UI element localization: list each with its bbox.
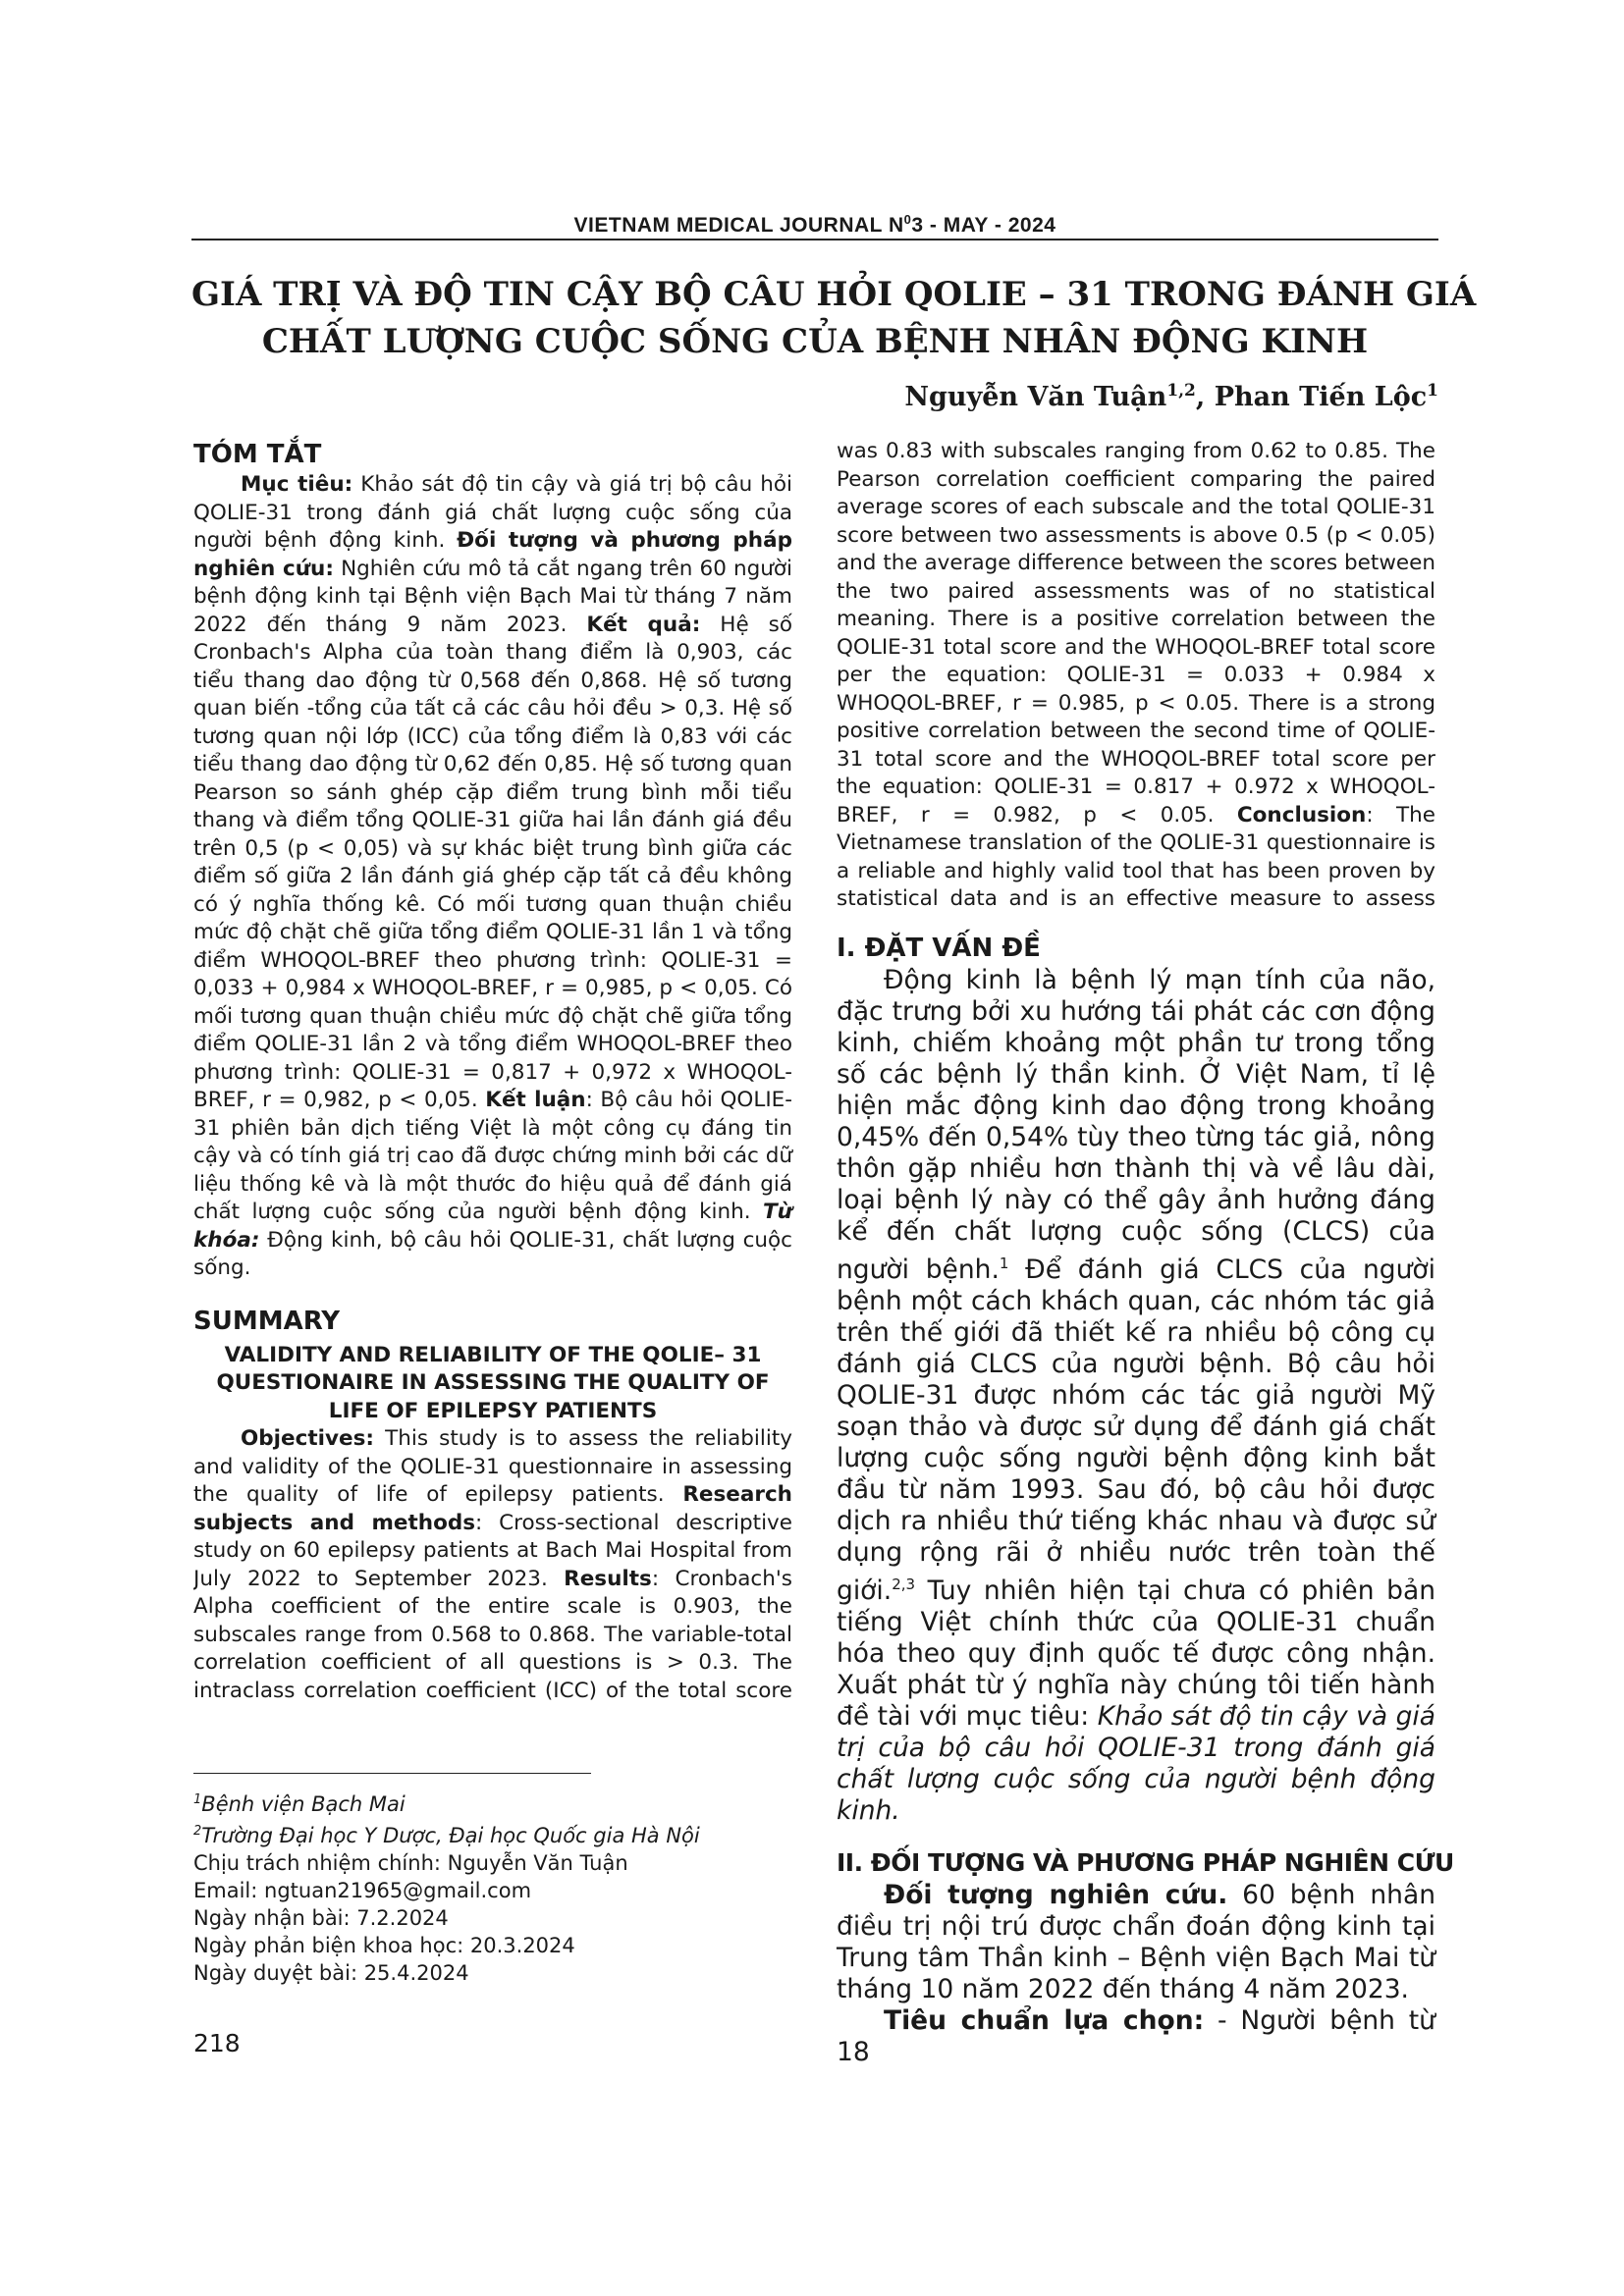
summary-text-part1: Objectives: This study is to assess the reliability and validity of the QOLIE-31 questionnaire in assessing the quality of life of epilepsy patients. Research subjects and methods: Cross-sectional descriptive study on 60 epilepsy patients at Bach Mai Hospital from July 2022 to September 2023. Results: Cronbach's Alpha coefficient of the entire scale is 0.903, the subscales range from 0.568 to 0.868. The variable-total correlation coefficient of all questions is > 0.3. The intraclass correlation coefficient (ICC) of the total score — [193, 1426, 792, 1703]
abstract-vi-heading: TÓM TẮT — [193, 440, 322, 469]
section-2-text: Đối tượng nghiên cứu. 60 bệnh nhân điều trị nội trú được chẩn đoán động kinh tại Trung tâm Thần kinh – Bệnh viện Bạch Mai từ tháng 10 năm 2022 đến tháng 4 năm 2023. — [837, 1879, 1435, 2004]
right-column — [837, 438, 1454, 2068]
footnote-rule — [193, 1773, 591, 1774]
author-email: Email: ngtuan21965@gmail.com — [193, 1879, 532, 1902]
section-1-heading: I. ĐẶT VẤN ĐỀ — [837, 934, 1041, 963]
author-line: Nguyễn Văn Tuận$^{1,2}$, Phan Tiến Lộc$^1$ — [904, 381, 1438, 412]
section-1-text: Động kinh là bệnh lý mạn tính của não, đặc trưng bởi xu hướng tái phát các cơn động kinh, chiếm khoảng một phần tư trong tổng số các bệnh lý thần kinh. Ở Việt Nam, tỉ lệ hiện mắc động kinh dao động trong khoảng 0,45% đến 0,54% tùy theo từng tác giả, nông thôn gặp nhiều hơn thành thị và về lâu dài, loại bệnh lý này có thể gây ảnh hưởng đáng kể đến chất lượng cuộc sống (CLCS) của người bệnh.$^1$ Để đánh giá CLCS của người bệnh một cách khách quan, các nhóm tác giả trên thế giới đã thiết kế ra nhiều bộ công cụ đánh giá CLCS của người bệnh. Bộ câu hỏi QOLIE-31 được nhóm các tác giả người Mỹ soạn thảo và được sử dụng để đánh giá chất lượng cuộc sống người bệnh động kinh bắt đầu từ năm 1993. Sau đó, bộ câu hỏi được dịch ra nhiều thứ tiếng khác nhau và được sử dụng rộng rãi ở nhiều nước trên toàn thế giới.$^{2,3}$ Tuy nhiên hiện tại chưa có phiên bản tiếng Việt chính thức của QOLIE-31 chuẩn hóa theo quy định quốc tế được công nhận. Xuất phát từ ý nghĩa này chúng tôi tiến hành đề tài với mục tiêu: Khảo sát độ tin cậy và giá trị của bộ câu hỏi QOLIE-31 trong đánh giá chất lượng cuộc sống của người bệnh động kinh. — [837, 965, 1435, 1826]
footnotes: $^1$Bệnh viện Bạch Mai $^2$Trường Đại học Y Dược, Đại học Quốc gia Hà Nội Chịu trách nhiệm chính: Nguyễn Văn Tuận Email: ngtuan21965@gmail.com Ngày nhận bài: 7.2.2024 Ngày phản biện khoa học: 20.3.2024 Ngày duyệt bài: 25.4.2024 — [193, 1787, 783, 1987]
section-2-heading: II. ĐỐI TƯỢNG VÀ PHƯƠNG PHÁP NGHIÊN CỨU — [837, 1847, 1454, 1877]
header-rule — [191, 239, 1438, 240]
running-header: VIETNAM MEDICAL JOURNAL $N^03$ - MAY - 2024 — [573, 212, 1056, 237]
summary-heading: SUMMARY — [193, 1306, 341, 1336]
abstract-vi-text: Mục tiêu: Khảo sát độ tin cậy và giá trị bộ câu hỏi QOLIE-31 trong đánh giá chất lượng cuộc sống của người bệnh động kinh. Đối tượng và phương pháp nghiên cứu: Nghiên cứu mô tả cắt ngang trên 60 người bệnh động kinh tại Bệnh viện Bạch Mai từ tháng 7 năm 2022 đến tháng 9 năm 2023. Kết quả: Hệ số Cronbach's Alpha của toàn thang điểm là 0,903, các tiểu thang dao động từ 0,568 đến 0,868. Hệ số tương quan biến -tổng của tất cả các câu hỏi đều > 0,3. Hệ số tương quan nội lớp (ICC) của tổng điểm là 0,83 với các tiểu thang dao động từ 0,62 đến 0,85. Hệ số tương quan Pearson so sánh ghép cặp điểm trung bình mỗi tiểu thang và điểm tổng QOLIE-31 giữa hai lần đánh giá đều trên 0,5 (p < 0,05) và sự khác biệt trung bình giữa các điểm số giữa 2 lần đánh giá ghép cặp tất cả đều không có ý nghĩa thống kê. Có mối tương quan thuận chiều mức độ chặt chẽ giữa tổng điểm QOLIE-31 lần 1 và tổng điểm WHOQOL-BREF theo phương trình: QOLIE-31 = 0,033 + 0,984 x WHOQOL-BREF, r = 0,985, p < 0,05. Có mối tương quan thuận chiều mức độ chặt chẽ giữa tổng điểm QOLIE-31 lần 2 và tổng điểm WHOQOL-BREF theo phương trình: QOLIE-31 = 0,817 + 0,972 x WHOQOL-BREF, r = 0,982, p < 0,05. Kết luận: Bộ câu hỏi QOLIE-31 phiên bản dịch tiếng Việt là một công cụ đáng tin cậy và có tính giá trị cao đã được chứng minh bởi các dữ liệu thống kê và là một thước đo hiệu quả để đánh giá chất lượng cuộc sống của người bệnh động kinh. Từ khóa: Động kinh, bộ câu hỏi QOLIE-31, chất lượng cuộc sống. — [193, 472, 793, 1280]
summary-title: VALIDITY AND RELIABILITY OF THE QOLIE– 31 QUESTIONAIRE IN ASSESSING THE QUALITY OF LIFE OF EPILEPSY PATIENTS — [216, 1342, 770, 1423]
section-2-criteria: Tiêu chuẩn lựa chọn: - Người bệnh từ 18 — [837, 2004, 1435, 2067]
left-column — [193, 438, 792, 1705]
article-title: GIÁ TRỊ VÀ ĐỘ TIN CẬY BỘ CÂU HỎI QOLIE – 31 TRONG ĐÁNH GIÁ CHẤT LƯỢNG CUỘC SỐNG CỦA BỆNH NHÂN ĐỘNG KINH — [191, 275, 1477, 361]
summary-text-continued: was 0.83 with subscales ranging from 0.62 to 0.85. The Pearson correlation coefficient comparing the paired average scores of each subscale and the total QOLIE-31 score between two assessments is above 0.5 (p < 0.05) and the average difference between the scores between the two paired assessments was of no statistical meaning. There is a positive correlation between the QOLIE-31 total score and the WHOQOL-BREF total score per the equation: QOLIE-31 = 0.033 + 0.984 x WHOQOL-BREF, r = 0.985, p < 0.05. There is a strong positive correlation between the second time of QOLIE-31 total score and the WHOQOL-BREF total score per the equation: QOLIE-31 = 0.817 + 0.972 x WHOQOL-BREF, r = 0.982, p < 0.05. Conclusion: The Vietnamese translation of the QOLIE-31 questionnaire is a reliable and highly valid tool that has been proven by statistical data and is an effective measure to assess — [837, 439, 1435, 911]
page-number: 218 — [193, 2029, 241, 2057]
